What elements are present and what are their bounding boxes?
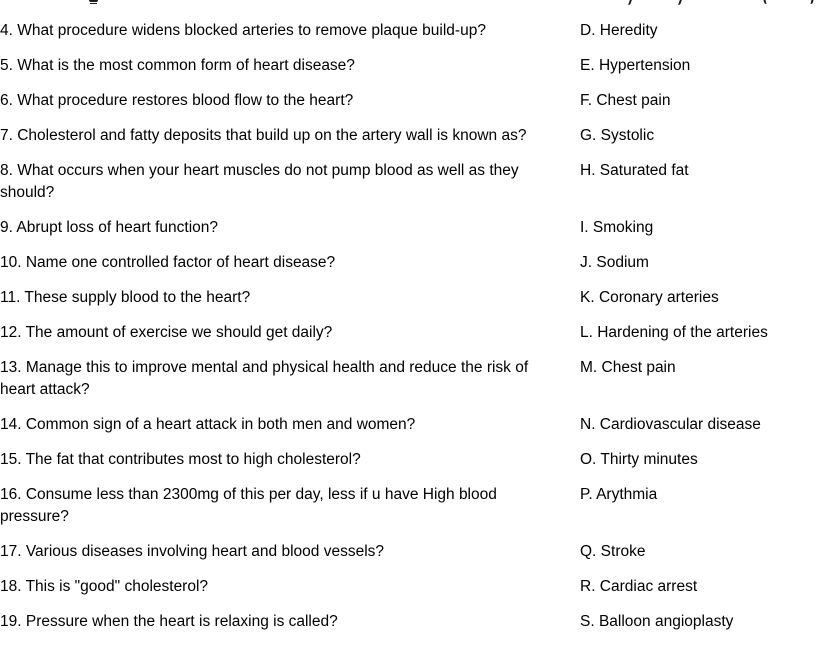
question-text: 16. Consume less than 2300mg of this per day, less if u have High blood pressure? bbox=[0, 486, 497, 525]
answer-text: E. Hypertension bbox=[580, 57, 691, 74]
question-text: 13. Manage this to improve mental and physical health and reduce the risk of heart attack? bbox=[0, 359, 529, 398]
answer-text: O. Thirty minutes bbox=[580, 451, 698, 468]
question-text: 19. Pressure when the heart is relaxing is called? bbox=[0, 613, 338, 630]
question-text: 6. What procedure restores blood flow to the heart? bbox=[0, 92, 354, 109]
answer-text: I. Smoking bbox=[580, 219, 654, 236]
question-text: 11. These supply blood to the heart? bbox=[0, 289, 251, 306]
match-row bbox=[0, 484, 816, 528]
cropped-text-fragment bbox=[628, 0, 632, 5]
question-text: 8. What occurs when your heart muscles do not pump blood as well as they should? bbox=[0, 162, 519, 201]
question-text: 15. The fat that contributes most to high cholesterol? bbox=[0, 451, 361, 468]
question-text: 10. Name one controlled factor of heart disease? bbox=[0, 254, 336, 271]
cropped-text-fragment bbox=[811, 0, 814, 4]
question-text: 9. Abrupt loss of heart function? bbox=[0, 219, 218, 236]
match-row bbox=[0, 55, 816, 77]
question-text: 7. Cholesterol and fatty deposits that build up on the artery wall is known as? bbox=[0, 127, 527, 144]
match-row bbox=[0, 611, 816, 633]
answer-text: N. Cardiovascular disease bbox=[580, 416, 761, 433]
question-text: 17. Various diseases involving heart and blood vessels? bbox=[0, 543, 385, 560]
answer-text: M. Chest pain bbox=[580, 359, 676, 376]
match-row bbox=[0, 357, 816, 401]
match-row bbox=[0, 217, 816, 239]
match-row bbox=[0, 541, 816, 563]
question-text: 18. This is "good" cholesterol? bbox=[0, 578, 209, 595]
match-row bbox=[0, 287, 816, 309]
match-row bbox=[0, 449, 816, 471]
answer-text: F. Chest pain bbox=[580, 92, 671, 109]
match-row bbox=[0, 160, 816, 204]
answer-text: R. Cardiac arrest bbox=[580, 578, 698, 595]
cropped-text-fragment bbox=[764, 0, 767, 4]
answer-text: K. Coronary arteries bbox=[580, 289, 719, 306]
match-row bbox=[0, 125, 816, 147]
cropped-text-fragment bbox=[678, 0, 682, 5]
answer-text: P. Arythmia bbox=[580, 486, 658, 503]
question-text: 14. Common sign of a heart attack in both men and women? bbox=[0, 416, 416, 433]
answer-text: Q. Stroke bbox=[580, 543, 646, 560]
match-row bbox=[0, 20, 816, 42]
cropped-text-fragment bbox=[90, 3, 97, 4]
answer-text: J. Sodium bbox=[580, 254, 649, 271]
answer-text: S. Balloon angioplasty bbox=[580, 613, 734, 630]
cropped-previous-line bbox=[0, 0, 816, 6]
match-row bbox=[0, 252, 816, 274]
cropped-text-fragment bbox=[89, 0, 98, 2]
answer-text: L. Hardening of the arteries bbox=[580, 324, 768, 341]
match-row bbox=[0, 322, 816, 344]
match-row bbox=[0, 576, 816, 598]
answer-text: D. Heredity bbox=[580, 22, 658, 39]
question-text: 12. The amount of exercise we should get daily? bbox=[0, 324, 333, 341]
match-row bbox=[0, 414, 816, 436]
question-text: 4. What procedure widens blocked arteries to remove plaque build-up? bbox=[0, 22, 486, 39]
match-row bbox=[0, 90, 816, 112]
question-text: 5. What is the most common form of heart disease? bbox=[0, 57, 355, 74]
answer-text: H. Saturated fat bbox=[580, 162, 689, 179]
answer-text: G. Systolic bbox=[580, 127, 655, 144]
